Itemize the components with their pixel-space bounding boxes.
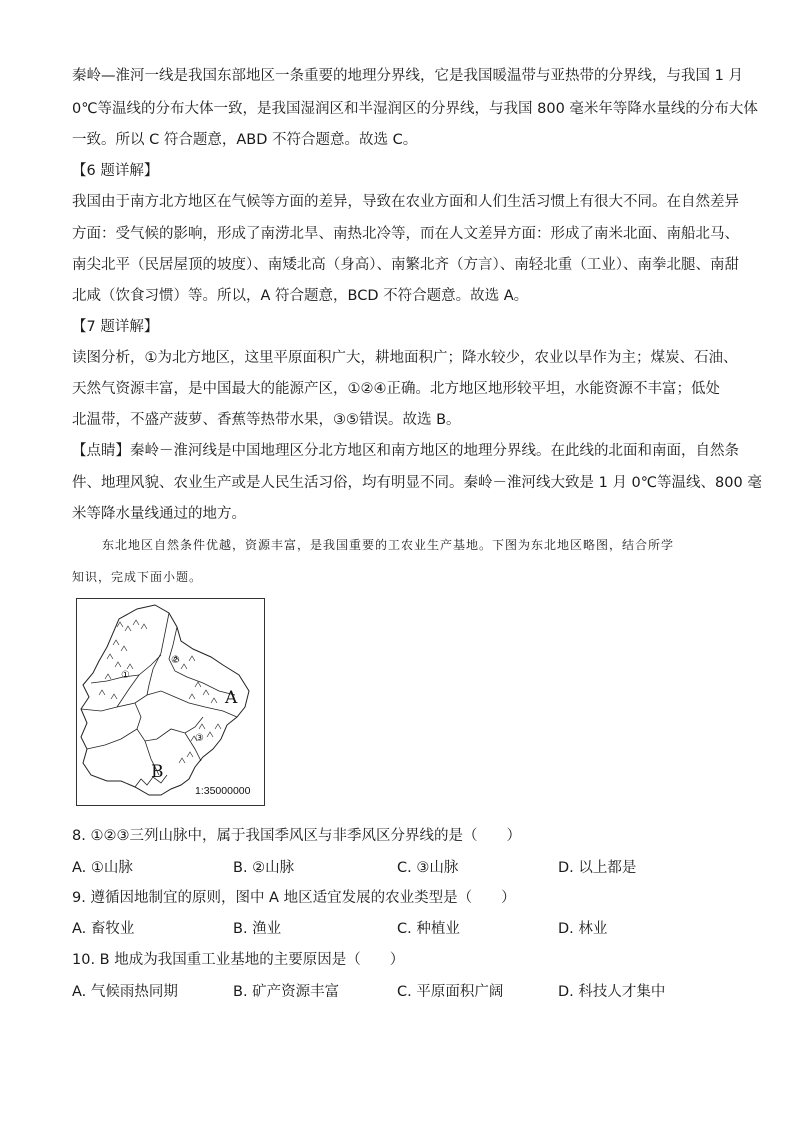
mountain-label-3: ③ [195, 733, 204, 744]
region-label-b: B [151, 762, 164, 782]
passage-line: 米等降水量线通过的地方。 [72, 506, 246, 522]
question-10-stem: 10. B 地成为我国重工业基地的主要原因是（ ） [72, 952, 405, 968]
passage-line: 我国由于南方北方地区在气候等方面的差异，导致在农业方面和人们生活习惯上有很大不同。在自然差异 [72, 194, 739, 210]
province-boundary [87, 729, 137, 749]
passage-line: 秦岭—淮河一线是我国东部地区一条重要的地理分界线，它是我国暖温带与亚热带的分界线，与我国 1 月 [72, 68, 743, 84]
passage-line: 0℃等温线的分布大体一致，是我国湿润区和半湿润区的分界线，与我国 800 毫米年等降水量线的分布大体 [72, 101, 758, 117]
region-label-a: A [225, 688, 238, 708]
question-9-stem: 9. 遵循因地制宜的原则，图中 A 地区适宜发展的农业类型是（ ） [72, 890, 516, 906]
passage-line: 读图分析，①为北方地区，这里平原面积广大，耕地面积广；降水较少，农业以旱作为主；煤炭、石油、 [72, 350, 738, 366]
q9-option-c[interactable]: C. 种植业 [397, 921, 460, 937]
q10-option-d[interactable]: D. 科技人才集中 [558, 984, 666, 1000]
intro-line: 东北地区自然条件优越，资源丰富，是我国重要的工农业生产基地。下图为东北地区略图，结合所学 [102, 538, 675, 552]
province-boundary [147, 613, 169, 695]
province-boundary [81, 691, 237, 717]
passage-line: 南尖北平（民居屋顶的坡度）、南矮北高（身高）、南繁北齐（方言）、南轻北重（工业）、南拳北腿、南甜 [72, 257, 739, 273]
river [117, 655, 161, 707]
passage-line: 天然气资源丰富，是中国最大的能源产区，①②④正确。北方地区地形较平坦，水能资源不丰富；低处 [72, 381, 720, 397]
mountain-label-1: ① [121, 670, 130, 681]
q10-option-b[interactable]: B. 矿产资源丰富 [233, 984, 340, 1000]
passage-line: 方面：受气候的影响，形成了南涝北旱、南热北冷等，而在人文差异方面：形成了南米北面、南船北马、 [72, 226, 739, 242]
northeast-map [76, 598, 265, 806]
q9-option-a[interactable]: A. 畜牧业 [72, 921, 135, 937]
river [91, 675, 139, 683]
q8-option-b[interactable]: B. ②山脉 [233, 860, 295, 876]
q9-option-b[interactable]: B. 渔业 [233, 921, 282, 937]
passage-line: 北咸（饮食习惯）等。所以，A 符合题意，BCD 不符合题意。故选 A。 [72, 288, 529, 304]
mountain-label-2: ② [171, 655, 180, 666]
q9-option-d[interactable]: D. 林业 [558, 921, 608, 937]
question-8-stem: 8. ①②③三列山脉中，属于我国季风区与非季风区分界线的是（ ） [72, 828, 521, 844]
section-heading: 【6 题详解】 [72, 163, 159, 179]
q8-option-d[interactable]: D. 以上都是 [558, 860, 637, 876]
passage-line: 【点睛】秦岭－淮河线是中国地理区分北方地区和南方地区的地理分界线。在此线的北面和南面，自然条 [72, 443, 739, 459]
map-scale: 1:35000000 [195, 785, 251, 797]
province-boundary [135, 703, 203, 741]
section-heading: 【7 题详解】 [72, 319, 159, 335]
map-drawing [77, 599, 264, 805]
passage-line: 北温带，不盛产菠萝、香蕉等热带水果，③⑤错误。故选 B。 [72, 412, 461, 428]
passage-line: 一致。所以 C 符合题意，ABD 不符合题意。故选 C。 [72, 132, 418, 148]
q8-option-a[interactable]: A. ①山脉 [72, 860, 133, 876]
q10-option-a[interactable]: A. 气候雨热同期 [72, 984, 178, 1000]
passage-line: 件、地理风貌、农业生产或是人民生活习俗，均有明显不同。秦岭－淮河线大致是 1 月 0℃等温线、800 毫 [72, 475, 762, 491]
q10-option-c[interactable]: C. 平原面积广阔 [397, 984, 504, 1000]
intro-line: 知识，完成下面小题。 [72, 570, 203, 584]
q8-option-c[interactable]: C. ③山脉 [397, 860, 459, 876]
